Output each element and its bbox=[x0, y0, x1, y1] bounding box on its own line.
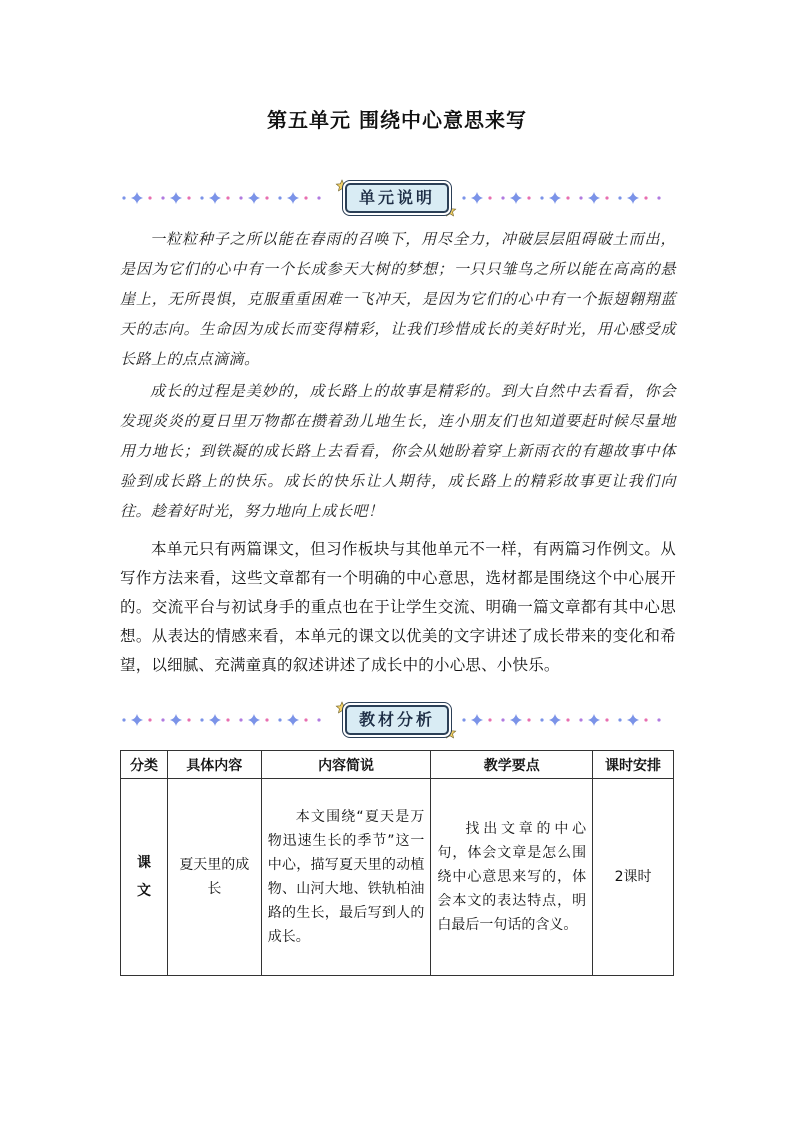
hours-text: 2课时 bbox=[614, 869, 652, 885]
sparkle-dot bbox=[161, 718, 164, 721]
sparkle-icon bbox=[471, 714, 483, 726]
sparkle-icon bbox=[248, 192, 260, 204]
sparkle-dot bbox=[239, 196, 242, 199]
unit-description-banner bbox=[120, 178, 674, 218]
sparkle-dot bbox=[122, 196, 125, 199]
sparkle-icon bbox=[248, 714, 260, 726]
header-hours: 课时安排 bbox=[593, 751, 674, 779]
sparkle-icon bbox=[510, 192, 522, 204]
material-analysis-banner bbox=[120, 700, 674, 740]
sparkle-icon bbox=[588, 714, 600, 726]
table-header-row bbox=[121, 751, 674, 779]
header-category: 分类 bbox=[121, 751, 168, 779]
sparkle-dot bbox=[161, 196, 164, 199]
sparkle-dot bbox=[226, 196, 229, 199]
sparkle-dot bbox=[566, 196, 569, 199]
cell-summary bbox=[261, 779, 431, 976]
key-points-text: 找出文章的中心句，体会文章是怎么围绕中心意思来写的，体会本文的表达特点，明白最后一句话的含义。 bbox=[437, 821, 587, 933]
material-analysis-table bbox=[120, 750, 674, 976]
sparkle-icon bbox=[209, 192, 221, 204]
sparkle-dot bbox=[540, 718, 543, 721]
material-analysis-heading: 教材分析 bbox=[345, 705, 449, 735]
sparkle-dot bbox=[527, 196, 530, 199]
intro-paragraph-1: 一粒粒种子之所以能在春雨的召唤下，用尽全力，冲破层层阻碍破土而出，是因为它们的心中有一个长成参天大树的梦想；一只只雏鸟之所以能在高高的悬崖上，无所畏惧，克服重重困难一飞冲天，是因为它们的心中有一个振翅翱翔蓝天的志向。生命因为成长而变得精彩，让我们珍惜成长的美好时光，用心感受成长路上的点点滴滴。 bbox=[120, 230, 676, 368]
summary-text: 本文围绕“夏天是万物迅速生长的季节”这一中心，描写夏天里的动植物、山河大地、铁轨柏油路的生长，最后写到人的成长。 bbox=[267, 809, 425, 945]
sparkle-dot bbox=[501, 718, 504, 721]
sparkle-icon bbox=[209, 714, 221, 726]
sparkle-icon bbox=[471, 192, 483, 204]
sparkle-icon bbox=[588, 192, 600, 204]
sparkle-dot bbox=[148, 196, 151, 199]
cell-hours bbox=[593, 779, 674, 976]
sparkle-dot bbox=[540, 196, 543, 199]
sparkle-icon bbox=[170, 714, 182, 726]
sparkle-icon bbox=[287, 714, 299, 726]
sparkle-dot bbox=[605, 196, 608, 199]
category-text: 课文 bbox=[136, 855, 151, 899]
sparkle-icon bbox=[627, 192, 639, 204]
cell-content bbox=[167, 779, 261, 976]
sparkle-icon bbox=[170, 192, 182, 204]
sparkle-dot bbox=[501, 196, 504, 199]
sparkle-dot bbox=[462, 196, 465, 199]
cell-category bbox=[121, 779, 168, 976]
sparkle-dot bbox=[488, 718, 491, 721]
sparkle-dot bbox=[304, 196, 307, 199]
sparkle-icon bbox=[131, 192, 143, 204]
header-key-points: 教学要点 bbox=[431, 751, 593, 779]
table-row bbox=[121, 779, 674, 976]
page-title: 第五单元 围绕中心意思来写 bbox=[267, 108, 527, 132]
sparkle-icon bbox=[549, 192, 561, 204]
sparkle-dot bbox=[148, 718, 151, 721]
sparkle-dot bbox=[462, 718, 465, 721]
sparkle-dot bbox=[527, 718, 530, 721]
sparkle-dot bbox=[200, 196, 203, 199]
sparkle-dot bbox=[200, 718, 203, 721]
sparkle-dot bbox=[488, 196, 491, 199]
sparkle-icon bbox=[131, 714, 143, 726]
sparkle-icon bbox=[627, 714, 639, 726]
sparkle-dot bbox=[265, 718, 268, 721]
sparkle-dot bbox=[605, 718, 608, 721]
intro-paragraph-2: 成长的过程是美妙的，成长路上的故事是精彩的。到大自然中去看看，你会发现炎炎的夏日里万物都在攒着劲儿地生长，连小朋友们也知道要赶时候尽量地用力地长；到铁凝的成长路上去看看，你会从她盼着穿上新雨衣的有趣故事中体验到成长路上的快乐。成长的快乐让人期待，成长路上的精彩故事更让我们向往。趁着好时光，努力地向上成长吧！ bbox=[120, 382, 676, 520]
sparkle-dot bbox=[265, 196, 268, 199]
sparkle-dot bbox=[278, 196, 281, 199]
unit-description-heading: 单元说明 bbox=[345, 183, 449, 213]
header-summary: 内容简说 bbox=[261, 751, 431, 779]
sparkle-dot bbox=[579, 718, 582, 721]
content-text: 夏天里的成长 bbox=[179, 857, 250, 897]
sparkle-dot bbox=[239, 718, 242, 721]
sparkle-dot bbox=[122, 718, 125, 721]
sparkle-dot bbox=[644, 718, 647, 721]
sparkle-dot bbox=[226, 718, 229, 721]
sparkle-dot bbox=[618, 196, 621, 199]
sparkle-dot bbox=[304, 718, 307, 721]
sparkle-dot bbox=[278, 718, 281, 721]
sparkle-dot bbox=[317, 196, 320, 199]
header-content: 具体内容 bbox=[167, 751, 261, 779]
sparkle-dot bbox=[566, 718, 569, 721]
sparkle-icon bbox=[510, 714, 522, 726]
sparkle-dot bbox=[579, 196, 582, 199]
sparkle-dot bbox=[618, 718, 621, 721]
sparkle-dot bbox=[317, 718, 320, 721]
cell-key-points bbox=[431, 779, 593, 976]
sparkle-icon bbox=[287, 192, 299, 204]
sparkle-icon bbox=[549, 714, 561, 726]
sparkle-dot bbox=[657, 718, 660, 721]
sparkle-dot bbox=[644, 196, 647, 199]
sparkle-dot bbox=[187, 718, 190, 721]
intro-paragraph-3: 本单元只有两篇课文，但习作板块与其他单元不一样，有两篇习作例文。从写作方法来看，这些文章都有一个明确的中心意思，选材都是围绕这个中心展开的。交流平台与初试身手的重点也在于让学生交流、明确一篇文章都有其中心思想。从表达的情感来看，本单元的课文以优美的文字讲述了成长带来的变化和希望，以细腻、充满童真的叙述讲述了成长中的小心思、小快乐。 bbox=[120, 540, 676, 674]
sparkle-dot bbox=[187, 196, 190, 199]
sparkle-dot bbox=[657, 196, 660, 199]
